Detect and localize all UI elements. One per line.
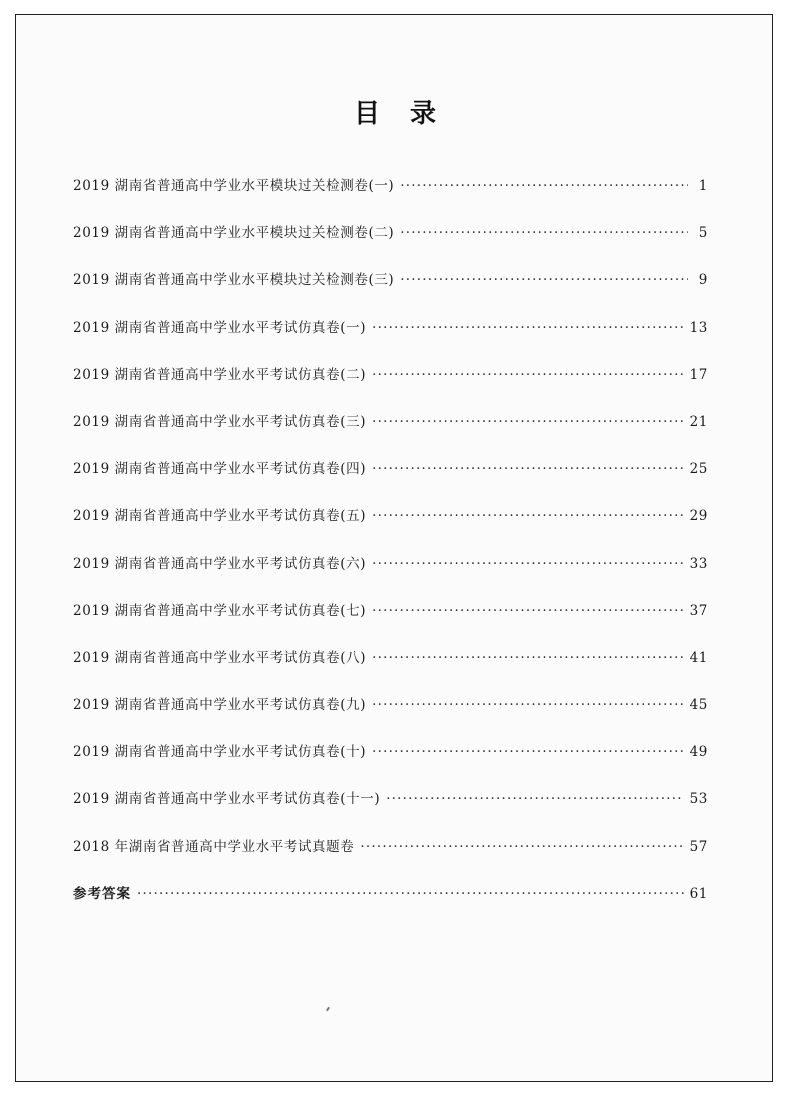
leader-dots	[372, 643, 684, 673]
toc-entry-page: 9	[698, 272, 708, 289]
toc-entry[interactable]	[73, 784, 708, 831]
leader-dots	[372, 690, 684, 720]
toc-entry-page: 41	[689, 649, 708, 666]
leader-dots	[372, 407, 684, 437]
toc-entry-title: 参考答案	[73, 885, 131, 902]
toc-entry[interactable]	[73, 454, 708, 501]
leader-dots	[372, 360, 684, 390]
toc-entry-title: 2019 湖南省普通高中学业水平考试仿真卷(七)	[73, 602, 367, 619]
toc-entry-page: 29	[689, 508, 708, 525]
toc-entry[interactable]	[73, 313, 708, 360]
leader-dots	[372, 549, 684, 579]
toc-entry-page: 57	[689, 838, 708, 855]
leader-dots	[137, 879, 684, 909]
toc-entry-title: 2019 湖南省普通高中学业水平模块过关检测卷(一)	[73, 178, 395, 194]
toc-entry[interactable]	[73, 218, 708, 265]
toc-entry[interactable]	[73, 265, 708, 312]
toc-entry[interactable]	[73, 643, 708, 690]
toc-entry-title: 2018 年湖南省普通高中学业水平考试真题卷	[73, 838, 355, 855]
leader-dots	[372, 737, 684, 767]
toc-entry-answers[interactable]	[73, 879, 708, 926]
toc-entry[interactable]	[73, 549, 708, 596]
page-title: 目录	[353, 99, 466, 129]
leader-dots	[400, 218, 688, 248]
toc-entry-page: 21	[689, 413, 708, 430]
toc-entry-title: 2019 湖南省普通高中学业水平考试仿真卷(四)	[73, 461, 367, 478]
toc-entry[interactable]	[73, 737, 708, 784]
toc-entry-page: 5	[698, 225, 708, 242]
toc-entry[interactable]	[73, 690, 708, 737]
leader-dots	[386, 784, 683, 814]
toc-entry-title: 2019 湖南省普通高中学业水平模块过关检测卷(二)	[73, 225, 395, 242]
toc-entry[interactable]	[73, 832, 708, 879]
toc-entry[interactable]	[73, 171, 708, 218]
toc-entry[interactable]	[73, 360, 708, 407]
toc-entry[interactable]	[73, 407, 708, 454]
toc-entry-page: 13	[689, 319, 708, 336]
toc-entry-page: 25	[689, 461, 708, 478]
toc-entry-title: 2019 湖南省普通高中学业水平考试仿真卷(二)	[73, 366, 367, 383]
toc-entry-title: 2019 湖南省普通高中学业水平模块过关检测卷(三)	[73, 272, 395, 289]
leader-dots	[360, 832, 683, 862]
toc-entry[interactable]	[73, 596, 708, 643]
table-of-contents	[73, 171, 708, 926]
toc-entry-title: 2019 湖南省普通高中学业水平考试仿真卷(六)	[73, 555, 367, 572]
leader-dots	[400, 265, 688, 295]
toc-entry-page: 37	[689, 602, 708, 619]
toc-entry-title: 2019 湖南省普通高中学业水平考试仿真卷(一)	[73, 319, 367, 336]
toc-entry-page: 49	[689, 744, 708, 761]
toc-entry-page: 53	[689, 791, 708, 808]
leader-dots	[400, 171, 688, 201]
leader-dots	[372, 501, 684, 531]
toc-entry-page: 45	[689, 697, 708, 714]
toc-entry-title: 2019 湖南省普通高中学业水平考试仿真卷(十)	[73, 744, 367, 761]
toc-entry-page: 33	[689, 555, 708, 572]
toc-entry-title: 2019 湖南省普通高中学业水平考试仿真卷(五)	[73, 508, 367, 525]
toc-entry-title: 2019 湖南省普通高中学业水平考试仿真卷(三)	[73, 413, 367, 430]
toc-entry-title: 2019 湖南省普通高中学业水平考试仿真卷(九)	[73, 697, 367, 714]
toc-entry-title: 2019 湖南省普通高中学业水平考试仿真卷(十一)	[73, 791, 381, 808]
toc-entry-page: 17	[689, 366, 708, 383]
leader-dots	[372, 313, 684, 343]
leader-dots	[372, 454, 684, 484]
toc-entry-page: 61	[689, 885, 708, 902]
toc-entry-title: 2019 湖南省普通高中学业水平考试仿真卷(八)	[73, 649, 367, 666]
toc-entry[interactable]	[73, 501, 708, 548]
toc-entry-page: 1	[698, 178, 708, 194]
leader-dots	[372, 596, 684, 626]
